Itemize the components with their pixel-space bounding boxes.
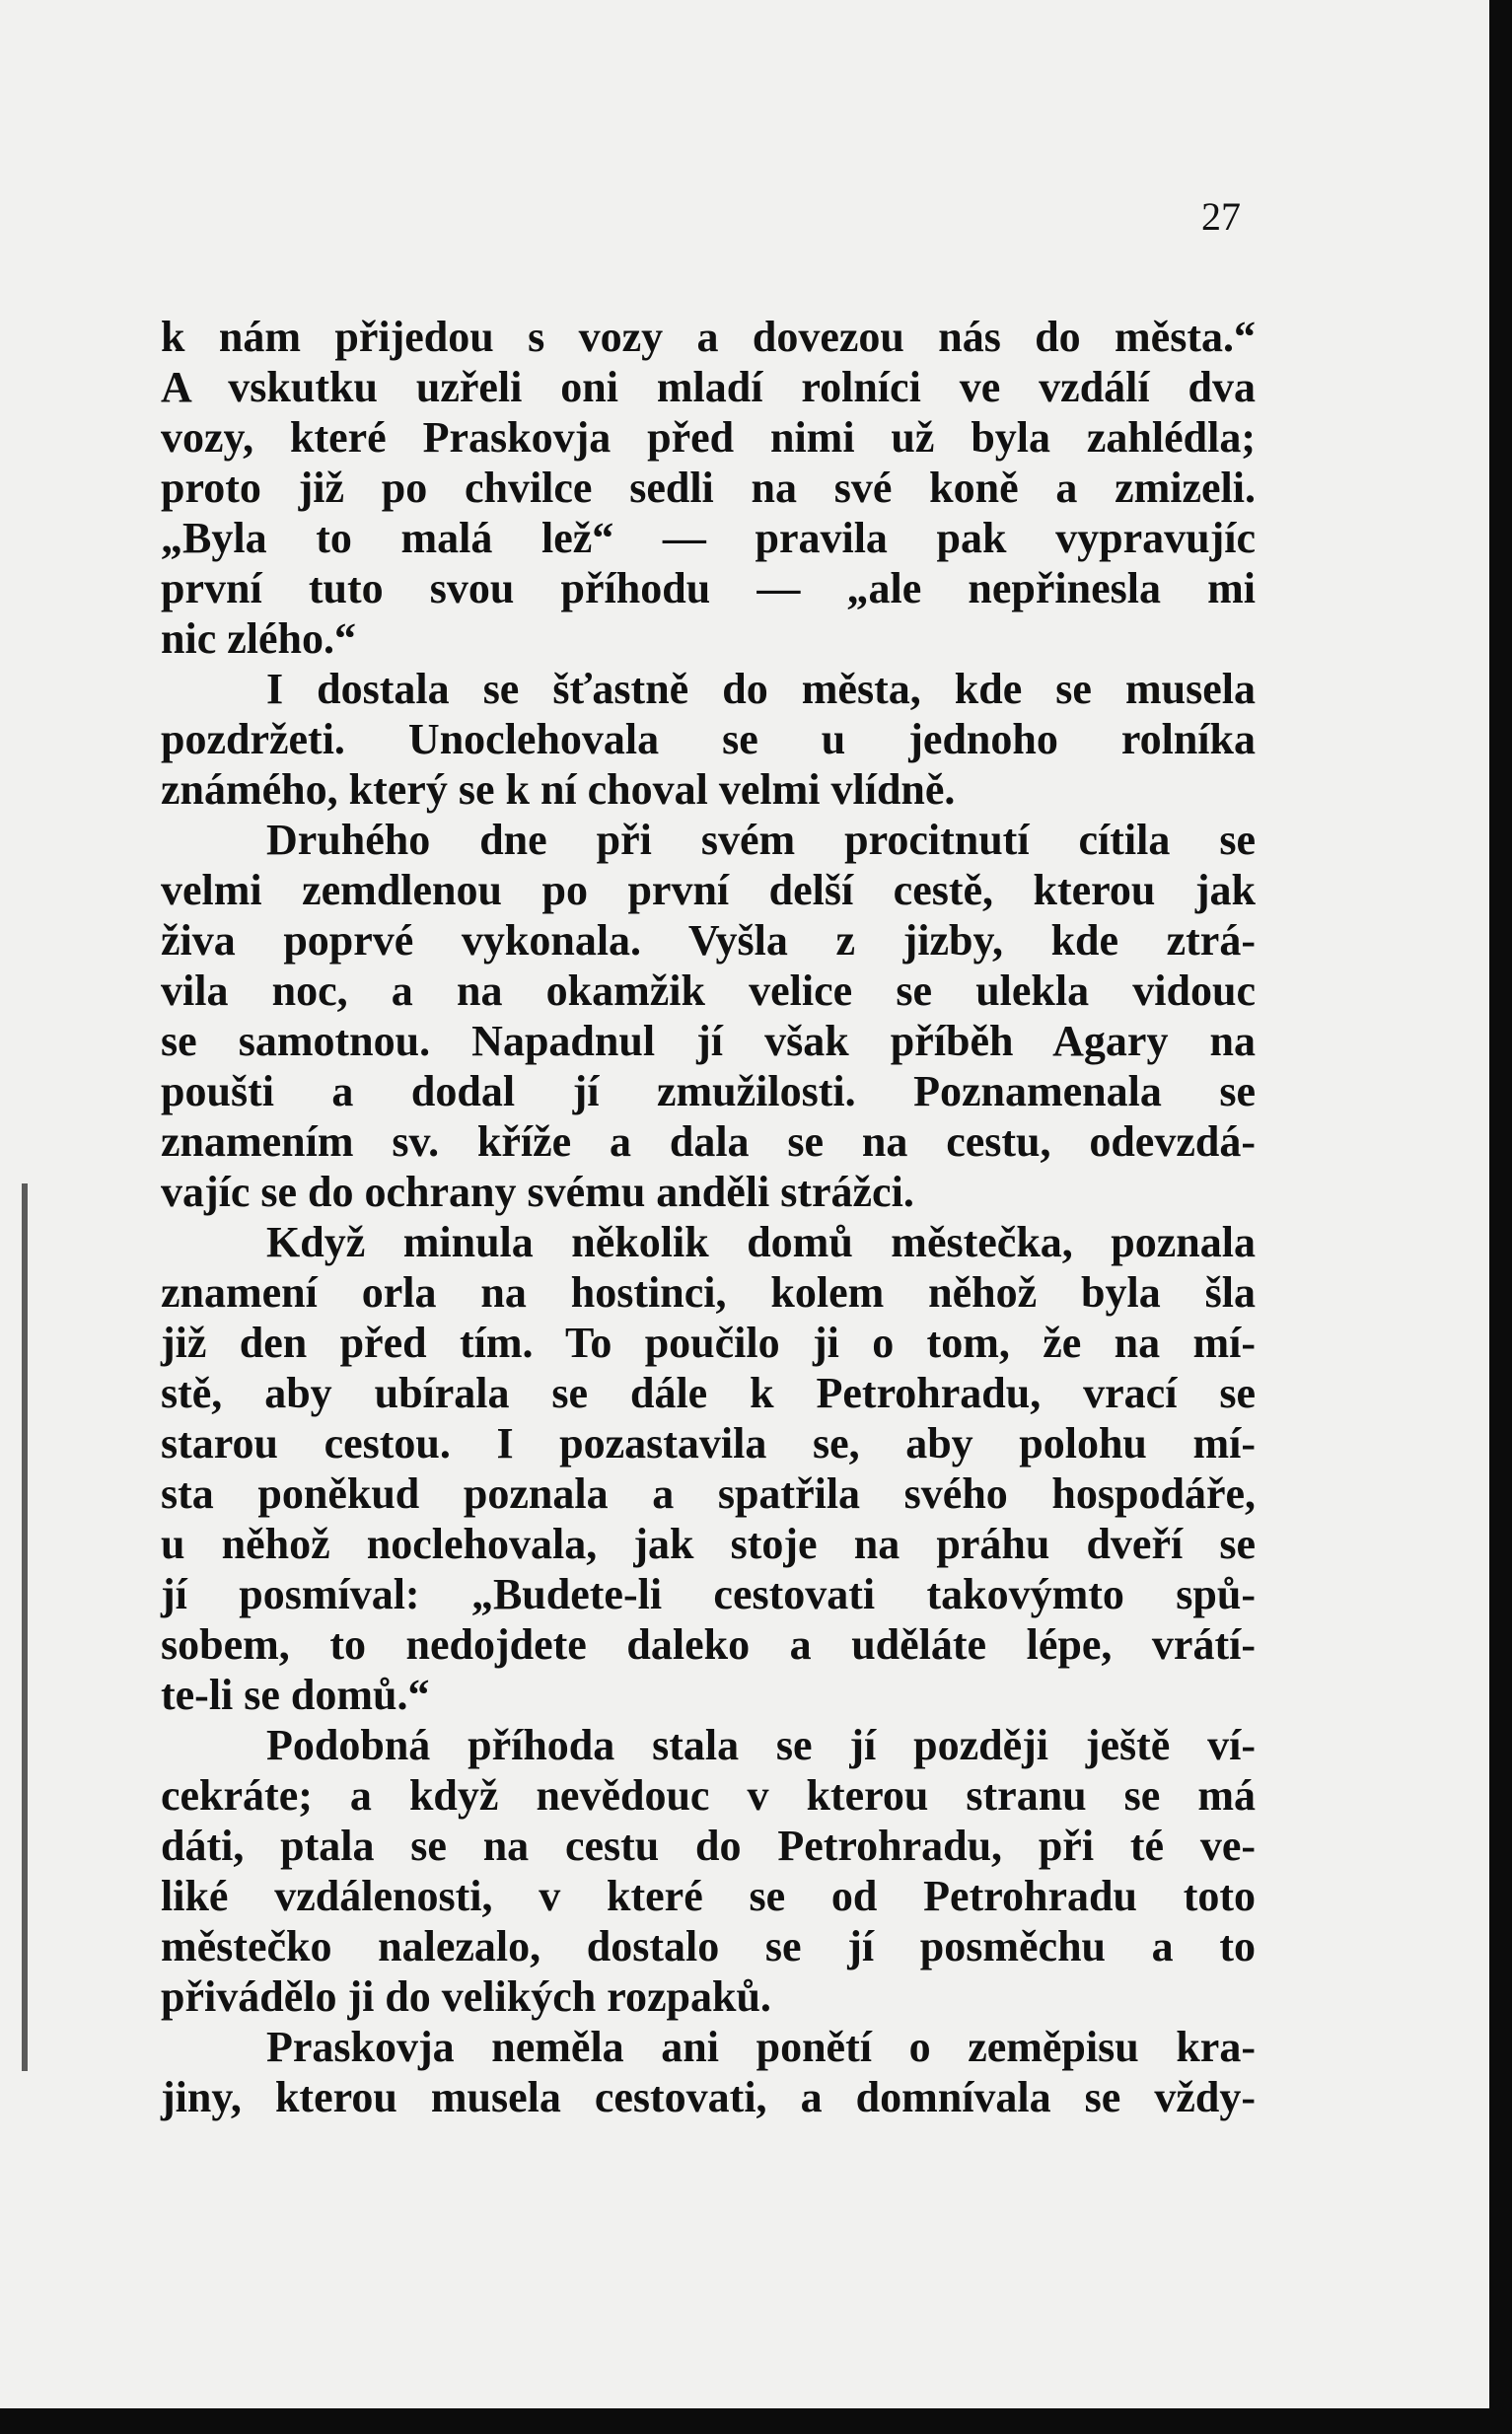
text-line: liké vzdálenosti, v které se od Petrohradu toto <box>161 1872 1256 1920</box>
text-line: sobem, to nedojdete daleko a uděláte lépe, vrátí- <box>161 1620 1256 1669</box>
text-line: živa poprvé vykonala. Vyšla z jizby, kde ztrá- <box>161 916 1256 965</box>
text-line: znamení orla na hostinci, kolem něhož byla šla <box>161 1268 1256 1317</box>
text-line: znamením sv. kříže a dala se na cestu, odevzdá- <box>161 1117 1256 1166</box>
text-line: vila noc, a na okamžik velice se ulekla vidouc <box>161 966 1256 1015</box>
text-line: velmi zemdlenou po první delší cestě, kterou jak <box>161 866 1256 914</box>
text-line: starou cestou. I pozastavila se, aby polohu mí- <box>161 1419 1256 1468</box>
text-line: první tuto svou příhodu — „ale nepřinesla mi <box>161 564 1256 612</box>
text-line: dáti, ptala se na cestu do Petrohradu, při té ve- <box>161 1822 1256 1870</box>
text-line: známého, který se k ní choval velmi vlídně. <box>161 765 956 814</box>
text-line: vozy, které Praskovja před nimi už byla zahlédla; <box>161 413 1256 462</box>
text-line: jí posmíval: „Budete-li cestovati takovýmto spů- <box>161 1570 1256 1618</box>
text-line: A vskutku uzřeli oni mladí rolníci ve vzdálí dva <box>161 363 1256 411</box>
text-line: Druhého dne při svém procitnutí cítila se <box>266 816 1256 864</box>
text-line: nic zlého.“ <box>161 614 356 663</box>
text-line: sta poněkud poznala a spatřila svého hospodáře, <box>161 1469 1256 1518</box>
text-line: proto již po chvilce sedli na své koně a zmizeli. <box>161 464 1256 512</box>
page-number: 27 <box>1201 194 1241 239</box>
text-line: „Byla to malá lež“ — pravila pak vypravujíc <box>161 514 1256 562</box>
scan-edge-shadow <box>22 1183 28 2071</box>
text-line: se samotnou. Napadnul jí však příběh Agary na <box>161 1017 1256 1065</box>
text-line: vajíc se do ochrany svému anděli strážci. <box>161 1168 914 1216</box>
text-line: pozdržeti. Unoclehovala se u jednoho rolníka <box>161 715 1256 763</box>
text-line: Podobná příhoda stala se jí později ještě ví- <box>266 1721 1256 1769</box>
text-line: přivádělo ji do velikých rozpaků. <box>161 1972 771 2021</box>
text-line: te-li se domů.“ <box>161 1671 430 1719</box>
text-line: I dostala se šťastně do města, kde se musela <box>266 665 1256 713</box>
text-line: městečko nalezalo, dostalo se jí posměchu a to <box>161 1922 1256 1970</box>
text-line: stě, aby ubírala se dále k Petrohradu, vrací se <box>161 1369 1256 1417</box>
text-line: Když minula několik domů městečka, poznala <box>266 1218 1256 1266</box>
text-line: poušti a dodal jí zmužilosti. Poznamenala se <box>161 1067 1256 1115</box>
text-line: Praskovja neměla ani ponětí o zeměpisu kra- <box>266 2023 1256 2071</box>
text-line: již den před tím. To poučilo ji o tom, že na mí- <box>161 1319 1256 1367</box>
text-line: k nám přijedou s vozy a dovezou nás do města.“ <box>161 313 1256 361</box>
text-line: cekráte; a když nevědouc v kterou stranu se má <box>161 1771 1256 1820</box>
text-line: jiny, kterou musela cestovati, a domnívala se vždy- <box>161 2073 1256 2121</box>
body-text <box>161 312 1256 2122</box>
text-line: u něhož noclehovala, jak stoje na práhu dveří se <box>161 1520 1256 1568</box>
